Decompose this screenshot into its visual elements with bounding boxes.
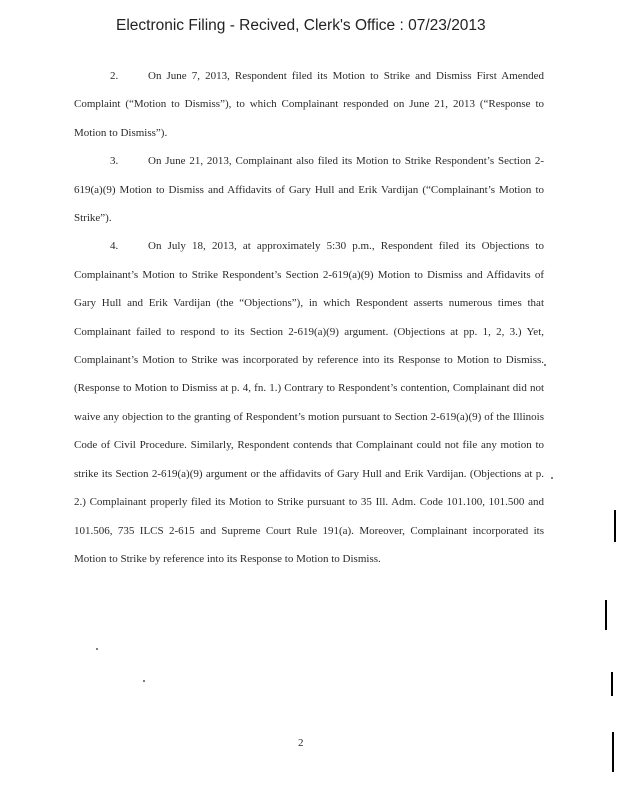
- filing-stamp-header: Electronic Filing - Recived, Clerk's Office : 07/23/2013: [116, 17, 486, 34]
- document-body: [74, 62, 544, 573]
- scan-margin-line: [605, 600, 607, 630]
- scan-margin-line: [614, 510, 616, 542]
- scan-margin-line: [611, 672, 613, 696]
- paragraph-number: 3.: [110, 155, 119, 168]
- paragraph-number: 4.: [110, 240, 119, 253]
- scan-margin-line: [612, 732, 614, 772]
- scan-speck: [143, 680, 145, 682]
- paragraph-number: 2.: [110, 70, 119, 82]
- paragraph-text: On June 7, 2013, Respondent filed its Motion to Strike and Dismiss First Amended Complaint (“Motion to Dismiss”), to which Complainant responded on June 21, 2013 (“Response to Motion to Dismiss”).: [74, 70, 544, 139]
- paragraph-4: [74, 232, 544, 573]
- page-number: 2: [298, 737, 304, 749]
- paragraph-text: On June 21, 2013, Complainant also filed its Motion to Strike Respondent’s Section 2-619(a)(9) Motion to Dismiss and Affidavits of Gary Hull and Erik Vardijan (“Complainant’s Motion to Strike”).: [74, 155, 544, 225]
- paragraph-2: [74, 62, 544, 147]
- scan-speck: [96, 648, 98, 650]
- scan-speck: [551, 477, 553, 479]
- paragraph-text: On July 18, 2013, at approximately 5:30 p.m., Respondent filed its Objections to Complainant’s Motion to Strike Respondent’s Section 2-619(a)(9) Motion to Dismiss and Affidavits of Gary Hull and Erik Vardijan (the “Objections”), in which Respondent asserts numerous times that Complainant failed to respond to its Section 2-619(a)(9) argument. (Objections at pp. 1, 2, 3.) Yet, Complainant’s Motion to Strike was incorporated by reference into its Response to Motion to Dismiss. (Response to Motion to Dismiss at p. 4, fn. 1.) Contrary to Respondent’s contention, Complainant did not waive any objection to the granting of Respondent’s motion pursuant to Section 2-619(a)(9) of the Illinois Code of Civil Procedure. Similarly, Respondent contends that Complainant could not file any motion to strike its Section 2-619(a)(9) argument or the affidavits of Gary Hull and Erik Vardijan. (Objections at p. 2.) Complainant properly filed its Motion to Strike pursuant to 35 Ill. Adm. Code 101.100, 101.500 and 101.506, 735 ILCS 2-615 and Supreme Court Rule 191(a). Moreover, Complainant incorporated its Motion to Strike by reference into its Response to Motion to Dismiss.: [74, 240, 544, 565]
- scan-speck: [544, 364, 546, 366]
- paragraph-3: [74, 147, 544, 232]
